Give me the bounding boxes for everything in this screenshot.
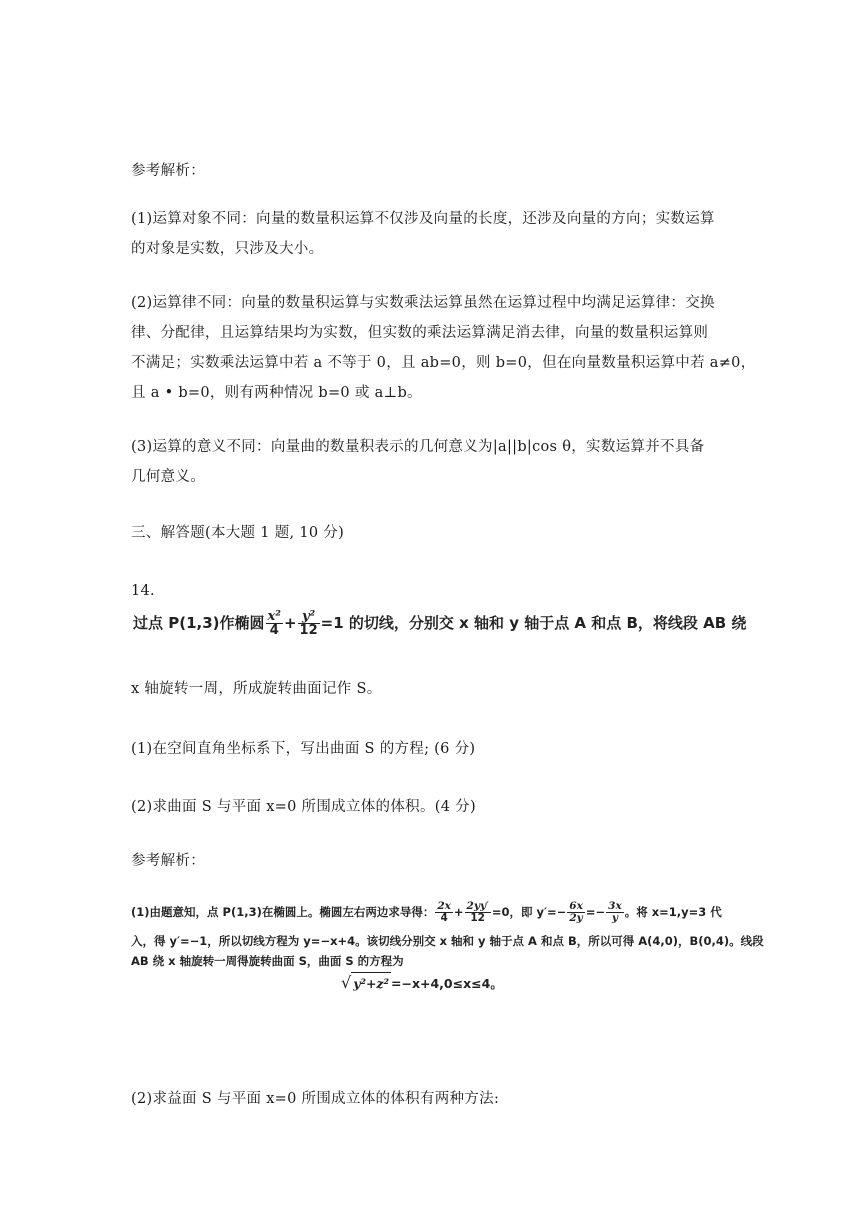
equation-rest: =−x+4,0≤x≤4。	[391, 976, 503, 991]
plus-sign: +	[453, 905, 464, 919]
text-line: 且 a • b=0，则有两种情况 b=0 或 a⊥b。	[131, 385, 422, 401]
solution-image	[131, 898, 764, 998]
fraction-2x-over-4	[435, 901, 453, 924]
fraction-x2-over-4	[266, 610, 283, 637]
paragraph-operation-meaning	[131, 432, 743, 492]
section-heading: 三、解答题(本大题 1 题, 10 分)	[131, 525, 345, 541]
solution-line-3: AB 绕 x 轴旋转一周得旋转曲面 S，曲面 S 的方程为	[131, 954, 404, 968]
solution-heading-2: 参考解析：	[131, 853, 205, 869]
question-continuation: x 轴旋转一周，所成旋转曲面记作 S。	[131, 681, 382, 697]
solution-text: 。将 x=1,y=3 代	[624, 905, 722, 919]
equals-sign: =−	[585, 905, 606, 919]
text-line: 几何意义。	[131, 469, 205, 485]
text-line: 律、分配律，且运算结果均为实数，但实数的乘法运算满足消去律，向量的数量积运算则	[131, 325, 709, 341]
solution-heading-1: 参考解析：	[131, 163, 205, 179]
plus-sign: +	[283, 614, 297, 632]
fraction-y2-over-12	[298, 610, 320, 637]
fraction-numerator: 3x	[608, 900, 622, 912]
solution-line-1	[131, 898, 722, 926]
fraction-numerator: x²	[267, 609, 281, 624]
fraction-denominator: 4	[269, 623, 279, 638]
text-line: 不满足；实数乘法运算中若 a 不等于 0，且 ab=0，则 b=0，但在向量数量积运算中若 a≠0，	[131, 355, 756, 371]
fraction-denominator: 12	[470, 912, 485, 924]
sqrt-radicand: y²+z²	[351, 972, 391, 995]
fraction-numerator: 6x	[569, 900, 583, 912]
text-line: (3)运算的意义不同：向量曲的数量积表示的几何意义为|a||b|cos θ，实数运算并不具备	[131, 439, 705, 455]
fraction-3x-over-y	[606, 901, 624, 924]
question-text-post: =1 的切线，分别交 x 轴和 y 轴于点 A 和点 B，将线段 AB 绕	[320, 614, 747, 632]
fraction-6x-over-2y	[567, 901, 585, 924]
question-text-pre: 过点 P(1,3)作椭圆	[133, 614, 265, 632]
fraction-numerator: y²	[298, 610, 320, 624]
text-line: (1)运算对象不同：向量的数量积运算不仅涉及向量的长度，还涉及向量的方向；实数运算	[131, 211, 715, 227]
question-part-1: (1)在空间直角坐标系下，写出曲面 S 的方程; (6 分)	[131, 741, 476, 757]
fraction-denominator: 2y	[569, 912, 583, 924]
question-image	[133, 603, 747, 643]
text-line: 的对象是实数，只涉及大小。	[131, 241, 324, 257]
fraction-numerator: 2yy′	[466, 900, 489, 912]
solution-line-2: 入，得 y′=−1，所以切线方程为 y=−x+4。该切线分别交 x 轴和 y 轴于点 A 和点 B，所以可得 A(4,0)，B(0,4)。线段	[131, 934, 764, 948]
paragraph-operation-law	[131, 288, 756, 408]
solution-text: (1)由题意知，点 P(1,3)在椭圆上。椭圆左右两边求导得：	[131, 905, 435, 919]
paragraph-operation-object	[131, 204, 743, 264]
question-number: 14.	[131, 583, 155, 599]
solution-equation	[341, 972, 503, 994]
fraction-denominator: 4	[440, 912, 448, 924]
text-line: (2)运算律不同：向量的数量积运算与实数乘法运算虽然在运算过程中均满足运算律：交换	[131, 295, 715, 311]
fraction-denominator: 12	[299, 623, 318, 638]
fraction-2yy-over-12	[465, 901, 491, 924]
solution-text: =0，即 y′=−	[491, 905, 567, 919]
fraction-numerator: 2x	[437, 900, 451, 912]
question-part-2: (2)求曲面 S 与平面 x=0 所围成立体的体积。(4 分)	[131, 799, 476, 815]
final-paragraph: (2)求益面 S 与平面 x=0 所围成立体的体积有两种方法:	[131, 1091, 500, 1107]
sqrt-sign: √	[341, 973, 352, 992]
fraction-denominator: y	[611, 912, 618, 924]
